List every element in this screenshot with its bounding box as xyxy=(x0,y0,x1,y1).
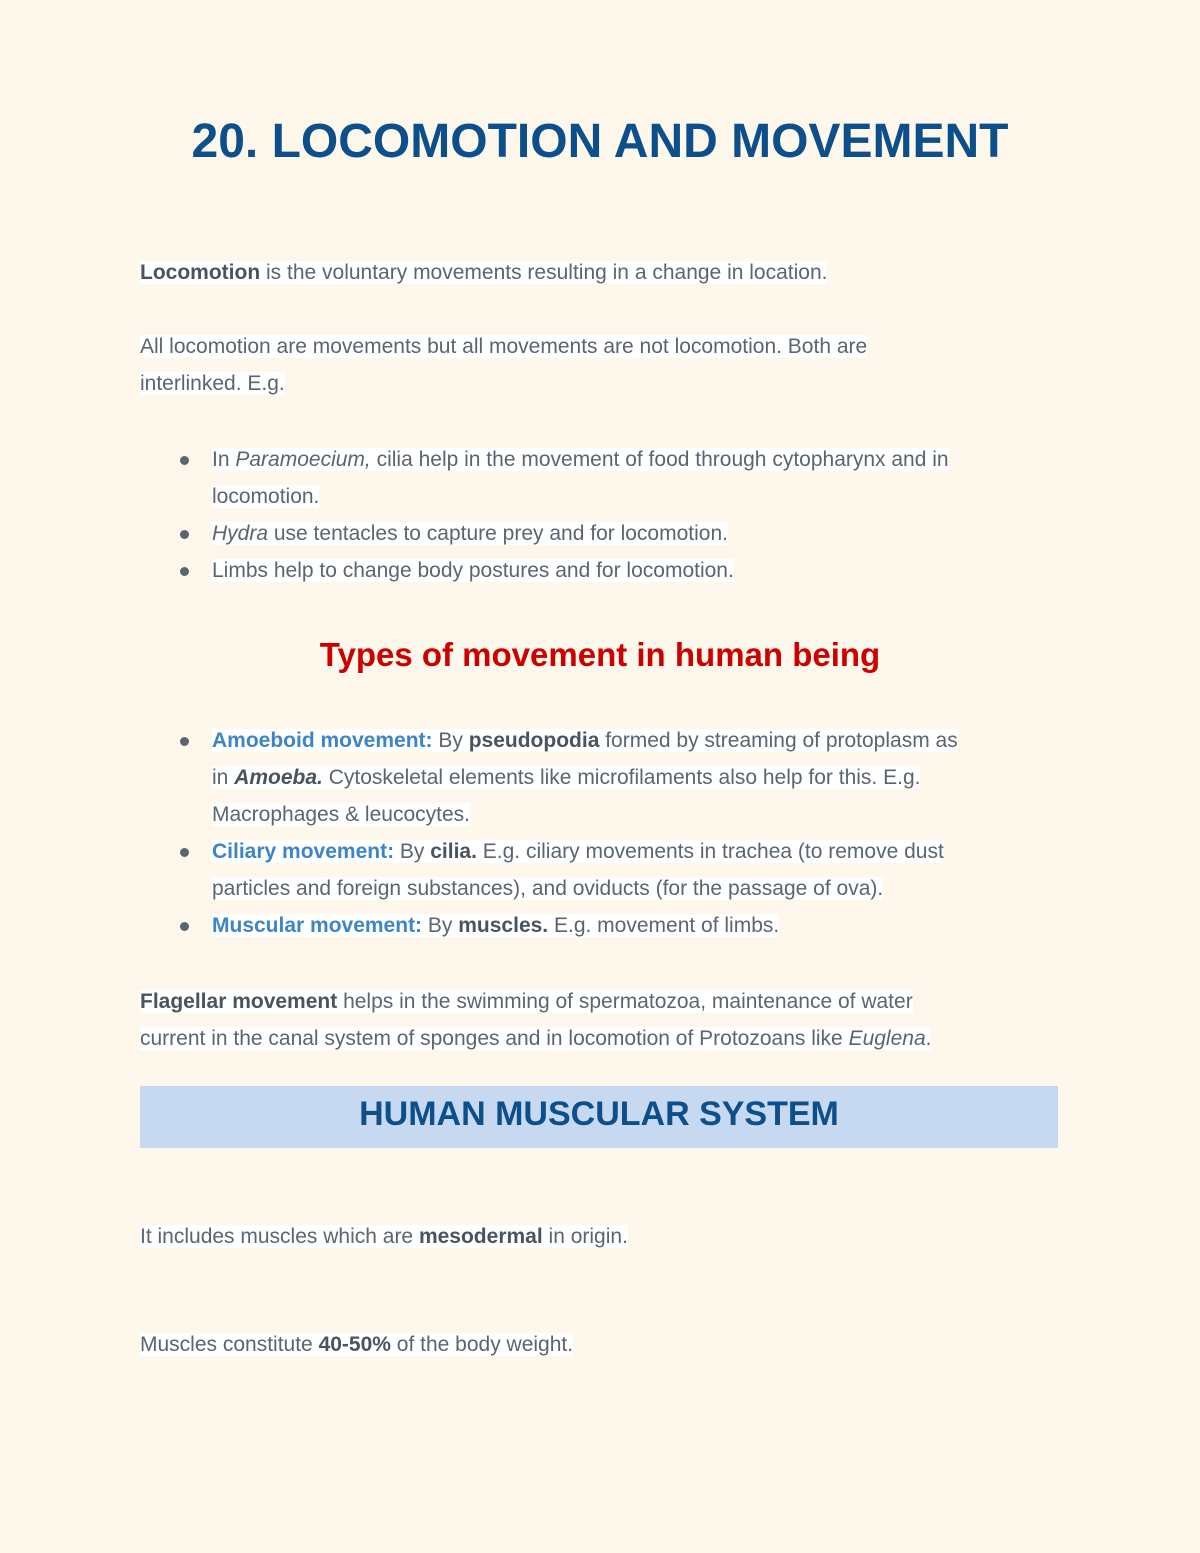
muscles-weight-paragraph: Muscles constitute 40-50% of the body weight. xyxy=(140,1333,574,1356)
bullet-icon xyxy=(180,530,189,539)
locomotion-relation-paragraph: All locomotion are movements but all movements are not locomotion. Both are interlinked. E.g. xyxy=(140,335,868,395)
list-item: Amoeboid movement: By pseudopodia formed by streaming of protoplasm as in Amoeba. Cytoskeletal elements like microfilaments also help for this. E.g. Macrophages & leucocytes. xyxy=(140,722,1060,833)
list-item: Hydra use tentacles to capture prey and for locomotion. xyxy=(140,515,1060,552)
muscles-origin-paragraph: It includes muscles which are mesodermal in origin. xyxy=(140,1225,628,1248)
bullet-icon xyxy=(180,922,189,931)
locomotion-definition: Locomotion is the voluntary movements resulting in a change in location. xyxy=(140,261,828,284)
list-item: In Paramoecium, cilia help in the movement of food through cytopharynx and in locomotion. xyxy=(140,441,1060,515)
flagellar-paragraph: Flagellar movement helps in the swimming of spermatozoa, maintenance of water current in the canal system of sponges and in locomotion of Protozoans like Euglena. xyxy=(140,990,932,1050)
page-title: 20. LOCOMOTION AND MOVEMENT xyxy=(191,115,1009,168)
section-heading-band: HUMAN MUSCULAR SYSTEM xyxy=(140,1086,1058,1148)
bullet-icon xyxy=(180,737,189,746)
bullet-icon xyxy=(180,567,189,576)
list-item: Limbs help to change body postures and for locomotion. xyxy=(140,552,1060,589)
locomotion-term: Locomotion xyxy=(140,261,261,284)
types-heading: Types of movement in human being xyxy=(319,636,881,673)
bullet-icon xyxy=(180,456,189,465)
movement-types-list xyxy=(140,722,1060,944)
bullet-icon xyxy=(180,848,189,857)
list-item: Muscular movement: By muscles. E.g. movement of limbs. xyxy=(140,907,1060,944)
examples-list xyxy=(140,441,1060,589)
list-item: Ciliary movement: By cilia. E.g. ciliary movements in trachea (to remove dust particles and foreign substances), and oviducts (for the passage of ova). xyxy=(140,833,1060,907)
